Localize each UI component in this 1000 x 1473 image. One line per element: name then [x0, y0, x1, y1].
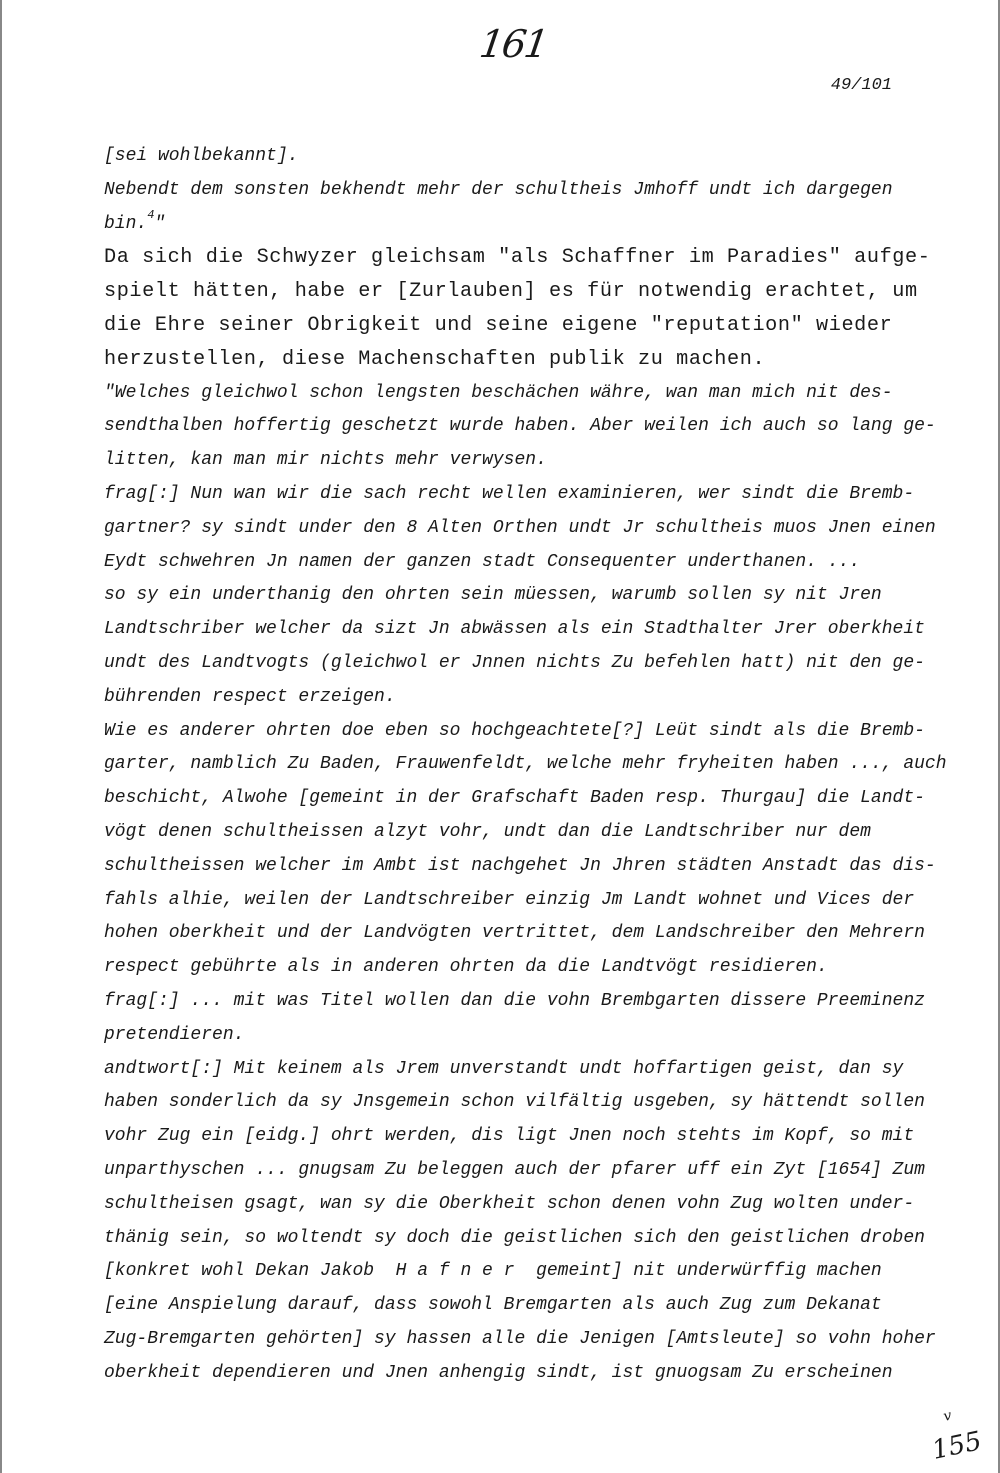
- line-text: herzustellen, diese Machenschaften publik zu machen.: [104, 347, 766, 371]
- text-line: [104, 850, 936, 884]
- line-text: sendthalben hoffertig geschetzt wurde haben. Aber weilen ich auch so lang ge-: [104, 416, 936, 437]
- text-line: [104, 478, 924, 512]
- line-text: so sy ein underthanig den ohrten sein müessen, warumb sollen sy nit Jren: [104, 585, 882, 606]
- line-text: vögt denen schultheissen alzyt vohr, undt dan die Landtschriber nur dem: [104, 821, 871, 842]
- text-line: [104, 1188, 924, 1222]
- corner-mark-number: 155: [929, 1426, 985, 1466]
- text-line: [104, 174, 924, 208]
- text-line: [104, 377, 924, 411]
- text-line: [104, 1289, 924, 1323]
- text-line: [104, 884, 924, 918]
- text-line: [104, 748, 947, 782]
- line-text: gartner? sy sindt under den 8 Alten Orthen undt Jr schultheis muos Jnen einen: [104, 517, 936, 538]
- text-line: [104, 1323, 936, 1357]
- text-line: [104, 444, 924, 478]
- line-text: bin.: [104, 213, 148, 234]
- text-line: [104, 1120, 924, 1154]
- text-line: [104, 1357, 924, 1391]
- line-text: vohr Zug ein [eidg.] ohrt werden, dis ligt Jnen noch stehts im Kopf, so mit: [104, 1126, 915, 1147]
- text-line: [104, 579, 924, 613]
- text-line: [104, 647, 924, 681]
- line-text: andtwort[:] Mit keinem als Jrem unverstandt undt hoffartigen geist, dan sy: [104, 1058, 904, 1079]
- text-line: [104, 208, 924, 242]
- line-text: hohen oberkheit und der Landvögten vertrittet, dem Landschreiber den Mehrern: [104, 923, 925, 944]
- line-text: [konkret wohl Dekan Jakob H a f n e r gemeint] nit underwürffig machen: [104, 1261, 882, 1282]
- line-text: [sei wohlbekannt].: [104, 146, 299, 166]
- line-text: Landtschriber welcher da sizt Jn abwässen als ein Stadthalter Jrer oberkheit: [104, 619, 925, 640]
- text-line: [104, 1255, 924, 1289]
- line-text: spielt hätten, habe er [Zurlauben] es für notwendig erachtet, um: [104, 280, 918, 304]
- text-line: [104, 782, 924, 816]
- folio-number: 49/101: [830, 76, 892, 95]
- line-text: frag[:] Nun wan wir die sach recht wellen examinieren, wer sindt die Bremb-: [104, 483, 915, 504]
- text-line: [104, 681, 924, 715]
- document-body: [104, 140, 947, 1390]
- line-text: Da sich die Schwyzer gleichsam "als Schaffner im Paradies" aufge-: [104, 246, 931, 270]
- line-text: die Ehre seiner Obrigkeit und seine eigene "reputation" wieder: [104, 313, 893, 337]
- line-text: Zug-Bremgarten gehörten] sy hassen alle die Jenigen [Amtsleute] so vohn hoher: [104, 1328, 936, 1349]
- text-line: [104, 410, 936, 444]
- line-text: [eine Anspielung darauf, dass sowohl Bremgarten als auch Zug zum Dekanat: [104, 1295, 882, 1316]
- text-line: [104, 613, 924, 647]
- text-line: [104, 1154, 924, 1188]
- line-text: respect gebührte als in anderen ohrten da die Landtvögt residieren.: [104, 957, 828, 978]
- footnote-marker: 4: [147, 207, 155, 222]
- text-line: [104, 951, 924, 985]
- line-text: Eydt schwehren Jn namen der ganzen stadt Consequenter underthanen. ...: [104, 551, 861, 572]
- text-line: [104, 1019, 924, 1053]
- corner-mark: [929, 1407, 985, 1466]
- corner-mark-top: v: [942, 1407, 954, 1425]
- text-line: [104, 546, 924, 580]
- line-text: Nebendt dem sonsten bekhendt mehr der schultheis Jmhoff undt ich dargegen: [104, 179, 893, 200]
- line-text: garter, namblich Zu Baden, Frauwenfeldt, welche mehr fryheiten haben ..., auch: [104, 754, 947, 775]
- text-line: [104, 985, 924, 1019]
- handwritten-page-number: 161: [476, 22, 550, 66]
- line-text: schultheisen gsagt, wan sy die Oberkheit schon denen vohn Zug wolten under-: [104, 1193, 915, 1214]
- text-line: [104, 1086, 924, 1120]
- line-text: undt des Landtvogts (gleichwol er Jnnen nichts Zu befehlen hatt) nit den ge-: [104, 652, 925, 673]
- line-text: fahls alhie, weilen der Landtschreiber einzig Jm Landt wohnet und Vices der: [104, 889, 915, 910]
- text-line: [104, 917, 924, 951]
- line-text: schultheissen welcher im Ambt ist nachgehet Jn Jhren städten Anstadt das dis-: [104, 855, 936, 876]
- text-line: [104, 140, 924, 174]
- line-text: litten, kan man mir nichts mehr verwysen.: [104, 450, 547, 471]
- text-line: [104, 1222, 924, 1256]
- line-text: "Welches gleichwol schon lengsten beschächen währe, wan man mich nit des-: [104, 382, 893, 403]
- line-text: haben sonderlich da sy Jnsgemein schon vilfältig usgeben, sy hättendt sollen: [104, 1092, 925, 1113]
- text-line: [104, 512, 936, 546]
- text-line: [104, 241, 931, 275]
- line-text: thänig sein, so woltendt sy doch die geistlichen sich den geistlichen droben: [104, 1227, 925, 1248]
- text-line: [104, 343, 924, 377]
- text-line: [104, 816, 924, 850]
- line-text: Wie es anderer ohrten doe eben so hochgeachtete[?] Leüt sindt als die Bremb-: [104, 720, 925, 741]
- line-text: frag[:] ... mit was Titel wollen dan die vohn Brembgarten dissere Preeminenz: [104, 990, 925, 1011]
- line-text: unparthyschen ... gnugsam Zu beleggen auch der pfarer uff ein Zyt [1654] Zum: [104, 1159, 925, 1180]
- line-tail: ": [154, 213, 166, 234]
- line-text: bührenden respect erzeigen.: [104, 686, 396, 707]
- text-line: [104, 715, 924, 749]
- line-text: pretendieren.: [104, 1024, 245, 1045]
- line-text: oberkheit dependieren und Jnen anhengig sindt, ist gnuogsam Zu erscheinen: [104, 1362, 893, 1383]
- text-line: [104, 275, 924, 309]
- line-text: beschicht, Alwohe [gemeint in der Grafschaft Baden resp. Thurgau] die Landt-: [104, 788, 925, 809]
- text-line: [104, 1053, 924, 1087]
- text-line: [104, 309, 924, 343]
